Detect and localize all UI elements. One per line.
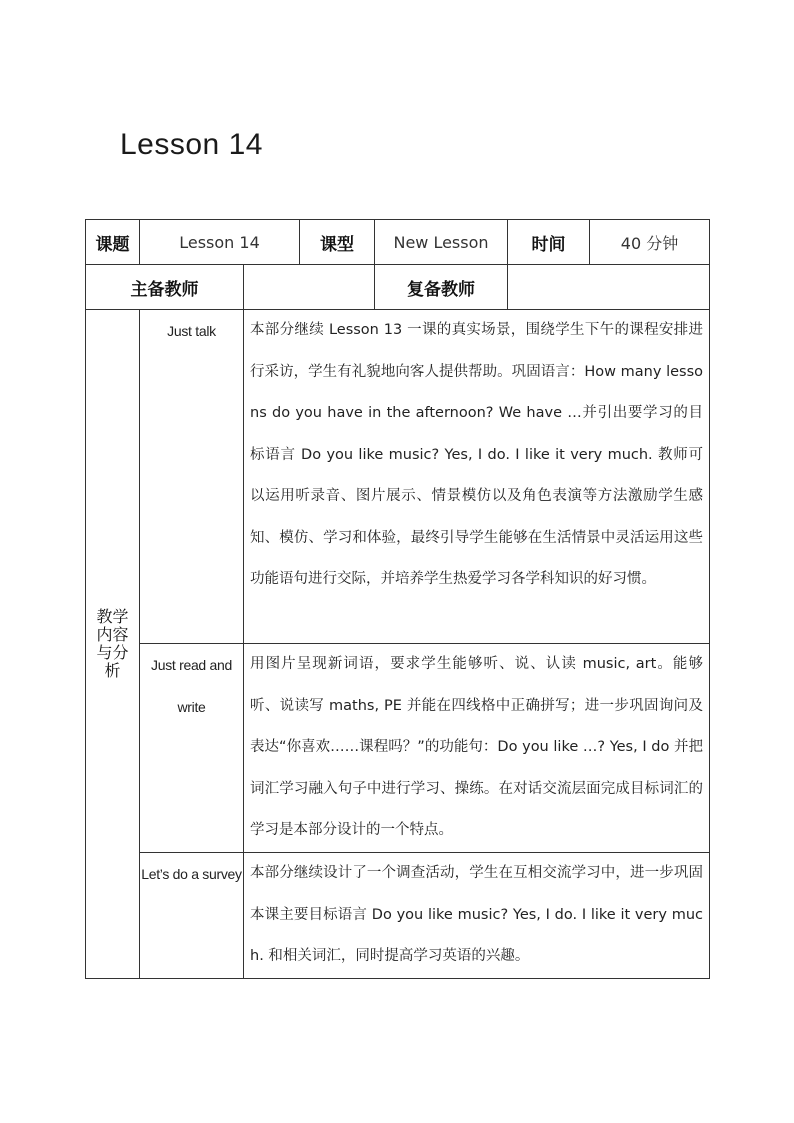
section-content: 本部分继续 Lesson 13 一课的真实场景，围绕学生下午的课程安排进行采访，学生有礼貌地向客人提供帮助。巩固语言：How many lessons do you have in the afternoon? We have …并引出要学习的目标语言 Do you like music? Yes, I do. I like it very much. 教师可以运用听录音、图片展示、情景模仿以及角色表演等方法激励学生感知、模仿、学习和体验，最终引导学生能够在生活情景中灵活运用这些功能语句进行交际，并培养学生热爱学习各学科知识的好习惯。 <box>244 310 710 644</box>
document-title: Lesson 14 <box>120 128 263 161</box>
teacher-row <box>86 265 710 310</box>
topic-value: Lesson 14 <box>140 220 300 265</box>
time-label: 时间 <box>508 220 590 265</box>
analysis-label-cell <box>86 310 140 979</box>
analysis-label: 教学内容与分析 <box>96 606 129 680</box>
section-row <box>86 853 710 979</box>
lead-teacher-value <box>244 265 375 310</box>
time-value: 40 分钟 <box>590 220 710 265</box>
topic-label: 课题 <box>86 220 140 265</box>
type-label: 课型 <box>300 220 375 265</box>
section-name: Just talk <box>140 310 244 644</box>
section-name: Let’s do a survey <box>140 853 244 979</box>
header-row <box>86 220 710 265</box>
section-row <box>86 644 710 853</box>
section-row <box>86 310 710 644</box>
section-name: Just read and write <box>140 644 244 853</box>
type-value: New Lesson <box>375 220 508 265</box>
lesson-plan-table <box>85 219 710 979</box>
section-content: 本部分继续设计了一个调查活动，学生在互相交流学习中，进一步巩固本课主要目标语言 Do you like music? Yes, I do. I like it very much. 和相关词汇，同时提高学习英语的兴趣。 <box>244 853 710 979</box>
section-content: 用图片呈现新词语，要求学生能够听、说、认读 music, art。能够听、说读写 maths, PE 并能在四线格中正确拼写；进一步巩固询问及表达“你喜欢……课程吗？”的功能句：Do you like …? Yes, I do 并把词汇学习融入句子中进行学习、操练。在对话交流层面完成目标词汇的学习是本部分设计的一个特点。 <box>244 644 710 853</box>
lead-teacher-label: 主备教师 <box>86 265 244 310</box>
co-teacher-value <box>508 265 710 310</box>
co-teacher-label: 复备教师 <box>375 265 508 310</box>
